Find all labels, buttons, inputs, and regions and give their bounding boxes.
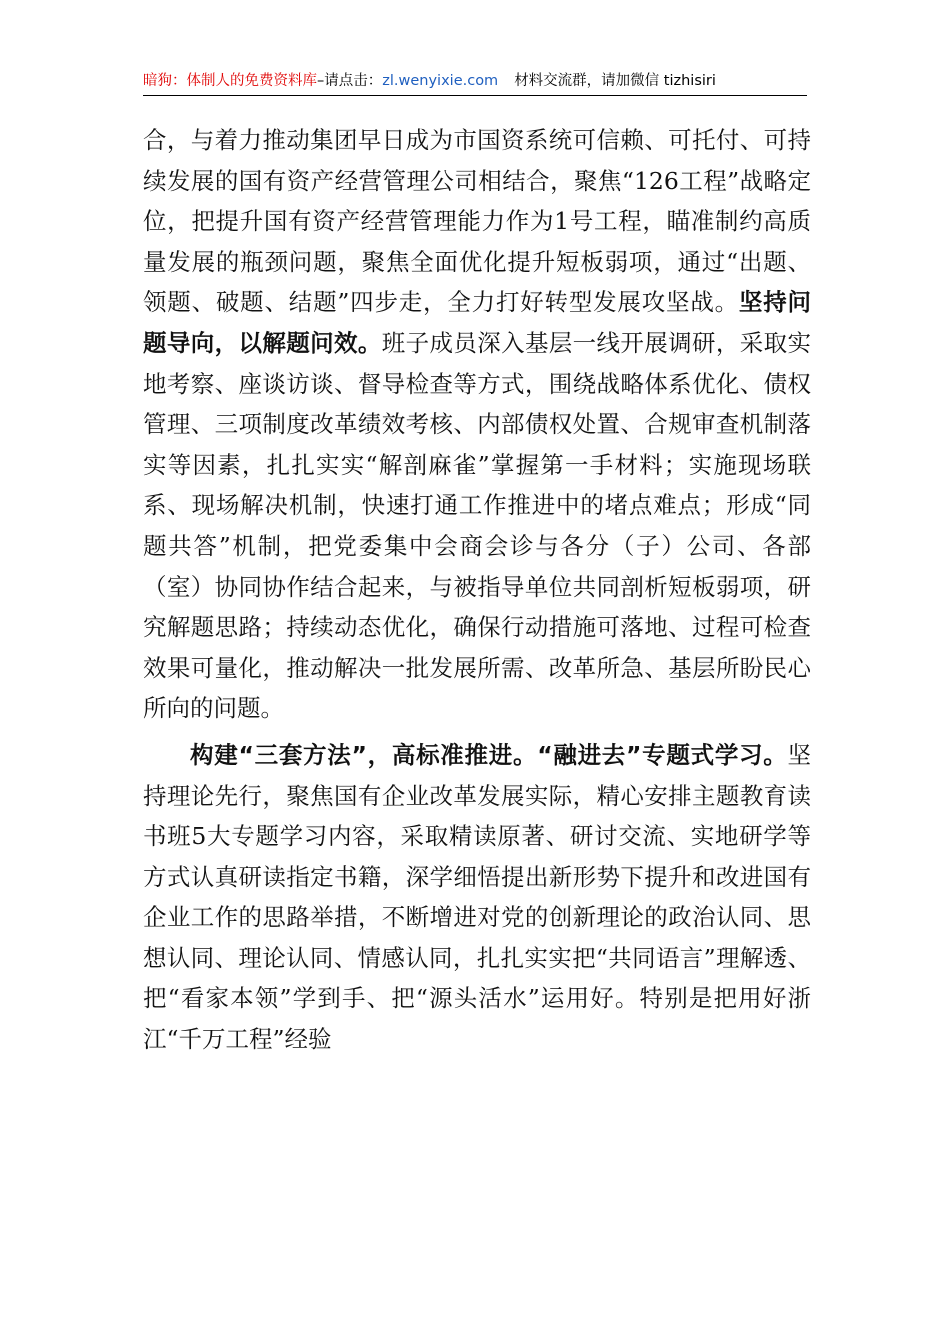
- paragraph-1-run-3: 班子成员深入基层一线开展调研，采取实地考察、座谈访谈、督导检查等方式，围绕战略体系优化、债权管理、三项制度改革绩效考核、内部债权处置、合规审查机制落实等因素，扎扎实实“解剖麻雀”掌握第一手材料；实施现场联系、现场解决机制，快速打通工作推进中的堵点难点；形成“同题共答”机制，把党委集中会商会诊与各分（子）公司、各部（室）协同协作结合起来，与被指导单位共同剖析短板弱项，研究解题思路；持续动态优化，确保行动措施可落地、过程可检查效果可量化，推动解决一批发展所需、改革所急、基层所盼民心所向的问题。: [143, 328, 812, 723]
- header-click-prefix: –请点击：: [317, 73, 383, 89]
- header-divider: [143, 95, 807, 96]
- header-group-text: 材料交流群，请加微信 tizhisiri: [514, 73, 716, 89]
- paragraph-2: [143, 735, 811, 1060]
- paragraph-1: [143, 120, 811, 729]
- paragraph-2-run-2: 坚持理论先行，聚焦国有企业改革发展实际，精心安排主题教育读书班5大专题学习内容，采取精读原著、研讨交流、实地研学等方式认真研读指定书籍，深学细悟提出新形势下提升和改进国有企业工作的思路举措，不断增进对党的创新理论的政治认同、思想认同、理论认同、情感认同，扎扎实实把“共同语言”理解透、把“看家本领”学到手、把“源头活水”运用好。特别是把用好浙江“千万工程”经验: [143, 740, 811, 1054]
- paragraph-1-heading-run: 坚持问题导向，以解题问效。: [143, 288, 811, 357]
- header-url-link[interactable]: zl.wenyixie.com: [382, 73, 499, 89]
- paragraph-1-run-1: 合，与着力推动集团早日成为市国资系统可信赖、可托付、可持续发展的国有资产经营管理公司相结合，聚焦“126工程”战略定位，把提升国有资产经营管理能力作为1号工程，瞄准制约高质量发展的瓶颈问题，聚焦全面优化提升短板弱项，通过“出题、领题、破题、结题”四步走，全力打好转型发展攻坚战。: [143, 126, 811, 317]
- page-header: [143, 70, 807, 96]
- paragraph-2-heading-run: 构建“三套方法”，高标准推进。“融进去”专题式学习。: [190, 740, 788, 769]
- document-body: [143, 120, 811, 1060]
- header-brand: 暗狗：体制人的免费资料库: [143, 73, 317, 89]
